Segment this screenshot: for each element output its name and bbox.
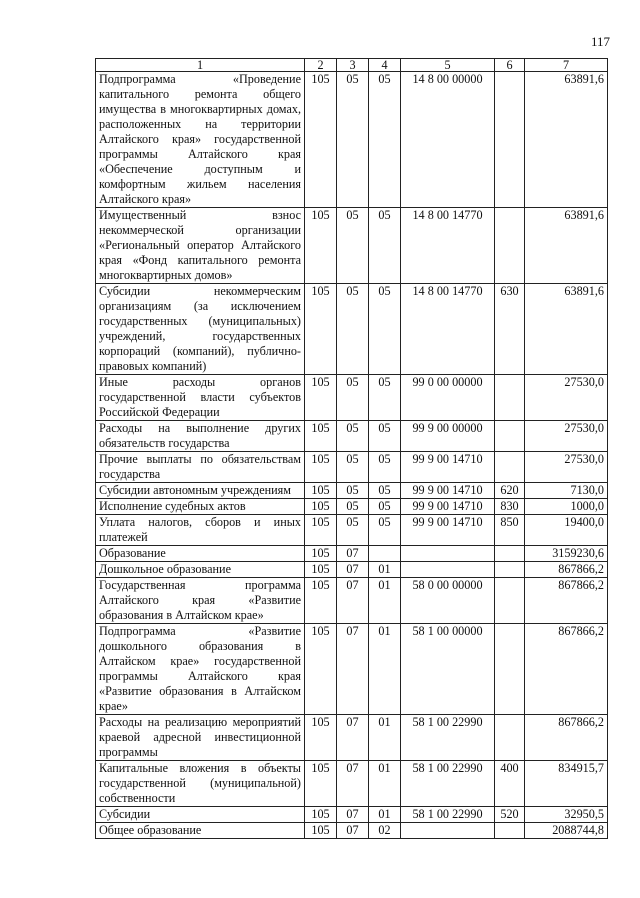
section-code: 05 xyxy=(337,72,369,208)
expense-type-code xyxy=(495,421,525,452)
amount: 19400,0 xyxy=(525,515,608,546)
subsection-code: 05 xyxy=(369,499,401,515)
expense-type-code xyxy=(495,562,525,578)
subsection-code: 01 xyxy=(369,715,401,761)
page-number: 117 xyxy=(590,34,610,49)
ministry-code: 105 xyxy=(305,823,337,839)
section-code: 07 xyxy=(337,715,369,761)
amount: 3159230,6 xyxy=(525,546,608,562)
section-code: 05 xyxy=(337,208,369,284)
section-code: 07 xyxy=(337,761,369,807)
table-row xyxy=(96,72,608,208)
column-header-4: 4 xyxy=(369,59,401,72)
section-code: 05 xyxy=(337,375,369,421)
section-code: 07 xyxy=(337,546,369,562)
ministry-code: 105 xyxy=(305,562,337,578)
subsection-code: 01 xyxy=(369,578,401,624)
amount: 27530,0 xyxy=(525,421,608,452)
ministry-code: 105 xyxy=(305,715,337,761)
amount: 867866,2 xyxy=(525,562,608,578)
table-row xyxy=(96,761,608,807)
column-header-7: 7 xyxy=(525,59,608,72)
column-header-3: 3 xyxy=(337,59,369,72)
amount: 867866,2 xyxy=(525,715,608,761)
target-article-code: 99 9 00 14710 xyxy=(401,452,495,483)
ministry-code: 105 xyxy=(305,624,337,715)
row-name: Подпрограмма «Развитие дошкольного образования в Алтайском крае» государственной программы Алтайского края «Развитие образования в Алтайском крае» xyxy=(96,624,305,715)
row-name: Субсидии xyxy=(96,807,305,823)
row-name: Исполнение судебных актов xyxy=(96,499,305,515)
column-header-1: 1 xyxy=(96,59,305,72)
subsection-code: 01 xyxy=(369,761,401,807)
table-row xyxy=(96,807,608,823)
target-article-code: 14 8 00 14770 xyxy=(401,284,495,375)
target-article-code: 14 8 00 00000 xyxy=(401,72,495,208)
column-header-6: 6 xyxy=(495,59,525,72)
target-article-code xyxy=(401,546,495,562)
target-article-code xyxy=(401,562,495,578)
expense-type-code xyxy=(495,546,525,562)
table-row xyxy=(96,515,608,546)
amount: 27530,0 xyxy=(525,375,608,421)
subsection-code: 05 xyxy=(369,72,401,208)
amount: 63891,6 xyxy=(525,208,608,284)
amount: 63891,6 xyxy=(525,72,608,208)
section-code: 05 xyxy=(337,452,369,483)
ministry-code: 105 xyxy=(305,515,337,546)
table-row xyxy=(96,452,608,483)
section-code: 07 xyxy=(337,624,369,715)
ministry-code: 105 xyxy=(305,578,337,624)
section-code: 07 xyxy=(337,823,369,839)
row-name: Субсидии некоммерческим организациям (за исключением государственных (муниципальных) учреждений, государственных корпораций (компаний), публично-правовых компаний) xyxy=(96,284,305,375)
subsection-code: 05 xyxy=(369,284,401,375)
expense-type-code: 520 xyxy=(495,807,525,823)
column-header-2: 2 xyxy=(305,59,337,72)
ministry-code: 105 xyxy=(305,761,337,807)
expense-type-code: 630 xyxy=(495,284,525,375)
subsection-code: 05 xyxy=(369,452,401,483)
subsection-code: 05 xyxy=(369,375,401,421)
expense-type-code: 850 xyxy=(495,515,525,546)
amount: 834915,7 xyxy=(525,761,608,807)
budget-table xyxy=(95,58,608,839)
table-row xyxy=(96,823,608,839)
subsection-code: 01 xyxy=(369,624,401,715)
expense-type-code xyxy=(495,578,525,624)
column-header-5: 5 xyxy=(401,59,495,72)
target-article-code: 99 9 00 14710 xyxy=(401,515,495,546)
ministry-code: 105 xyxy=(305,421,337,452)
subsection-code: 01 xyxy=(369,807,401,823)
ministry-code: 105 xyxy=(305,208,337,284)
section-code: 05 xyxy=(337,483,369,499)
row-name: Государственная программа Алтайского края «Развитие образования в Алтайском крае» xyxy=(96,578,305,624)
target-article-code: 99 9 00 14710 xyxy=(401,483,495,499)
section-code: 07 xyxy=(337,562,369,578)
ministry-code: 105 xyxy=(305,375,337,421)
row-name: Подпрограмма «Проведение капитального ремонта общего имущества в многоквартирных домах, расположенных на территории Алтайского края» государственной программы Алтайского края «Обеспечение доступным и комфортным жильем населения Алтайского края» xyxy=(96,72,305,208)
expense-type-code: 830 xyxy=(495,499,525,515)
amount: 27530,0 xyxy=(525,452,608,483)
ministry-code: 105 xyxy=(305,499,337,515)
row-name: Общее образование xyxy=(96,823,305,839)
target-article-code: 58 1 00 22990 xyxy=(401,715,495,761)
ministry-code: 105 xyxy=(305,546,337,562)
row-name: Уплата налогов, сборов и иных платежей xyxy=(96,515,305,546)
target-article-code: 99 9 00 00000 xyxy=(401,421,495,452)
table-row xyxy=(96,624,608,715)
subsection-code: 01 xyxy=(369,562,401,578)
row-name: Дошкольное образование xyxy=(96,562,305,578)
subsection-code: 05 xyxy=(369,483,401,499)
row-name: Расходы на реализацию мероприятий краевой адресной инвестиционной программы xyxy=(96,715,305,761)
expense-type-code: 620 xyxy=(495,483,525,499)
amount: 7130,0 xyxy=(525,483,608,499)
section-code: 07 xyxy=(337,807,369,823)
expense-type-code xyxy=(495,208,525,284)
table-row xyxy=(96,421,608,452)
table-row xyxy=(96,483,608,499)
expense-type-code xyxy=(495,823,525,839)
table-row xyxy=(96,499,608,515)
section-code: 07 xyxy=(337,578,369,624)
ministry-code: 105 xyxy=(305,483,337,499)
amount: 2088744,8 xyxy=(525,823,608,839)
row-name: Расходы на выполнение других обязательств государства xyxy=(96,421,305,452)
target-article-code: 99 9 00 14710 xyxy=(401,499,495,515)
target-article-code xyxy=(401,823,495,839)
expense-type-code xyxy=(495,715,525,761)
expense-type-code: 400 xyxy=(495,761,525,807)
target-article-code: 99 0 00 00000 xyxy=(401,375,495,421)
table-row xyxy=(96,375,608,421)
table-row xyxy=(96,562,608,578)
subsection-code: 05 xyxy=(369,208,401,284)
row-name: Иные расходы органов государственной власти субъектов Российской Федерации xyxy=(96,375,305,421)
table-row xyxy=(96,284,608,375)
ministry-code: 105 xyxy=(305,452,337,483)
subsection-code xyxy=(369,546,401,562)
header-row xyxy=(96,59,608,72)
amount: 1000,0 xyxy=(525,499,608,515)
target-article-code: 14 8 00 14770 xyxy=(401,208,495,284)
amount: 63891,6 xyxy=(525,284,608,375)
row-name: Субсидии автономным учреждениям xyxy=(96,483,305,499)
table-row xyxy=(96,546,608,562)
expense-type-code xyxy=(495,375,525,421)
subsection-code: 02 xyxy=(369,823,401,839)
row-name: Образование xyxy=(96,546,305,562)
amount: 867866,2 xyxy=(525,578,608,624)
subsection-code: 05 xyxy=(369,515,401,546)
expense-type-code xyxy=(495,72,525,208)
table-row xyxy=(96,578,608,624)
subsection-code: 05 xyxy=(369,421,401,452)
target-article-code: 58 1 00 22990 xyxy=(401,807,495,823)
row-name: Капитальные вложения в объекты государственной (муниципальной) собственности xyxy=(96,761,305,807)
section-code: 05 xyxy=(337,421,369,452)
target-article-code: 58 1 00 22990 xyxy=(401,761,495,807)
amount: 32950,5 xyxy=(525,807,608,823)
section-code: 05 xyxy=(337,499,369,515)
row-name: Прочие выплаты по обязательствам государства xyxy=(96,452,305,483)
section-code: 05 xyxy=(337,515,369,546)
table-row xyxy=(96,208,608,284)
target-article-code: 58 0 00 00000 xyxy=(401,578,495,624)
ministry-code: 105 xyxy=(305,807,337,823)
amount: 867866,2 xyxy=(525,624,608,715)
target-article-code: 58 1 00 00000 xyxy=(401,624,495,715)
section-code: 05 xyxy=(337,284,369,375)
expense-type-code xyxy=(495,452,525,483)
ministry-code: 105 xyxy=(305,284,337,375)
row-name: Имущественный взнос некоммерческой организации «Региональный оператор Алтайского края «Фонд капитального ремонта многоквартирных домов» xyxy=(96,208,305,284)
ministry-code: 105 xyxy=(305,72,337,208)
table-row xyxy=(96,715,608,761)
expense-type-code xyxy=(495,624,525,715)
